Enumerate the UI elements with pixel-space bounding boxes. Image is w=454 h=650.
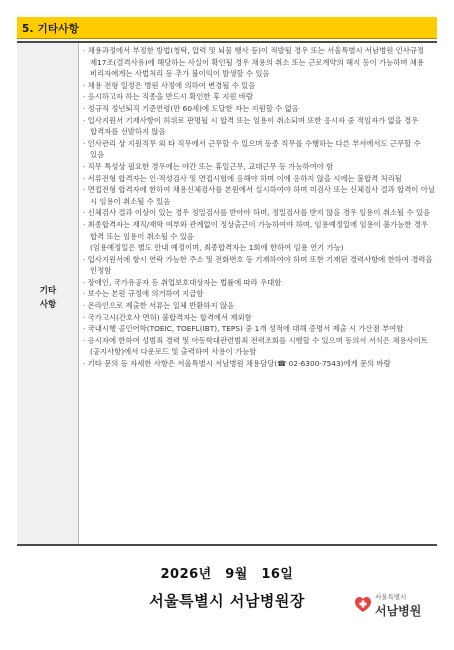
note-item: · 서류전형 합격자는 인·적성검사 및 면접시험에 응해야 하며 이에 응하지 않을 시에는 불합격 처리됨 <box>83 173 402 183</box>
announcement-date: 2026년 9월 16일 <box>160 567 294 582</box>
note-item: · 온라인으로 제출한 서류는 일체 반환하지 않음 <box>83 301 235 311</box>
note-item: · 보수는 본원 규정에 의거하여 지급함 <box>83 289 204 299</box>
issuer-name: 서울특별시 서남병원장 <box>149 592 305 610</box>
section-title: 5. 기타사항 <box>22 23 79 35</box>
note-item: · 국가고시(간호사 면허) 불합격자는 합격에서 제외함 <box>83 312 252 322</box>
note-item: · 기타 문의 등 자세한 사항은 서울특별시 서남병원 채용담당(☎ 02-6300-7543)에게 문의 바람 <box>83 359 391 369</box>
note-item: · 입사지원서 기재사항이 허위로 판명될 시 합격 또는 임용이 취소되며 또한 응시자 중 적임자가 없을 경우 합격자를 선발하지 않음 <box>83 115 419 137</box>
note-item: · 입사지원서에 항시 연락 가능한 주소 및 전화번호 등 기재하여야 하며 또한 기재된 경력사항에 한하여 경력을 인정함 <box>83 254 433 276</box>
logo-subtitle: 서울특별시 <box>375 593 407 601</box>
note-item: · 신체검사 결과 이상이 있는 경우 정밀검사를 받아야 하며, 정밀검사를 받지 않을 경우 임용이 취소될 수 있음 <box>83 208 431 218</box>
logo-name: 서남병원 <box>375 604 422 618</box>
section-header <box>17 17 437 39</box>
note-item: · 정규직 정년퇴직 기준연령(만 60세)에 도달한 자는 지원할 수 없음 <box>83 103 299 113</box>
note-item: · 응시하고자 하는 직종을 반드시 확인한 후 지원 바람 <box>83 92 253 102</box>
label-line-2: 사항 <box>39 300 57 310</box>
note-item: · 응시자에 한하여 성범죄 경력 및 아동학대관련범죄 전력조회를 시행할 수 있으며 동의서 서식은 채용사이트(공지사항)에서 다운로드 및 출력하여 사용이 가능함 <box>83 335 428 357</box>
note-item: · 채용 전형 일정은 병원 사정에 의하여 변경될 수 있음 <box>83 80 256 90</box>
note-item: · 채용과정에서 부정한 방법(청탁, 압력 및 뇌물 행사 등)이 적발될 경우 또는 서울특별시 서남병원 인사규정 제17조(결격사유)에 해당하는 사실이 확인될 경우 채용의 취소 또는 근로계약의 해지 등이 가능하며 채용 비리자에게는 사법처리 등 추가 불이익이 발생할 수 있음 <box>83 46 425 79</box>
note-item: · 장애인, 국가유공자 등 취업보호대상자는 법률에 따라 우대함 <box>83 277 282 287</box>
label-cell <box>17 43 79 544</box>
seonam-hospital-logo-icon <box>354 596 372 614</box>
note-item: · 국내시행 공인어학(TOEIC, TOEFL(IBT), TEPS) 중 1개 성적에 대해 증명서 제출 시 가산점 부여함 <box>83 324 404 334</box>
note-item: · 인사관리 상 지원직무 외 타 직무에서 근무할 수 있으며 동종 직무를 수행하는 다른 부서에서도 근무할 수 있음 <box>83 138 421 160</box>
notes-list <box>83 45 435 370</box>
note-item: · 최종합격자는 재직/재학 여부와 관계없이 정상출근이 가능하여야 하며, 임용예정일에 임용이 불가능한 경우 합격 또는 임용이 취소될 수 있음 <box>83 219 428 241</box>
note-item: · 면접전형 합격자에 한하여 채용신체검사를 본원에서 실시하여야 하며 미검사 또는 신체검사 결과 합격이 아닐 시 임용이 취소될 수 있음 <box>83 185 435 206</box>
note-item: · 직무 특성상 필요한 경우에는 야간 또는 휴일근무, 교대근무 등 가능하여야 함 <box>83 161 334 171</box>
hospital-logo <box>354 590 426 622</box>
label-line-1: 기타 <box>39 286 57 296</box>
notes-table <box>17 41 437 546</box>
note-subitem: (임용예정일은 별도 안내 예정이며, 최종합격자는 1회에 한하여 임용 연기 가능) <box>90 243 344 253</box>
label-text <box>17 284 79 312</box>
